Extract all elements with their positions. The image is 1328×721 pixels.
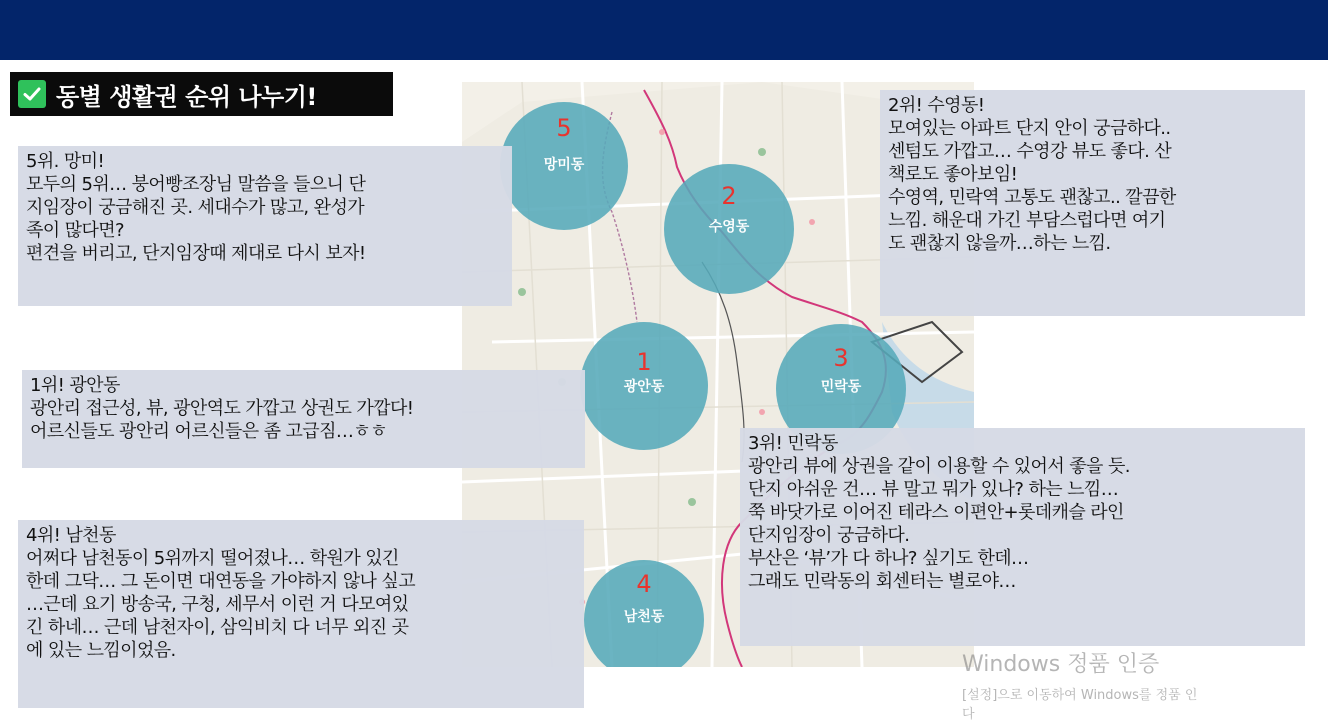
note-heading: 3위! 민락동 [748,433,838,454]
rank-number: 4 [636,570,652,598]
note-line: 편견을 버리고, 단지임장때 제대로 다시 보자! [26,243,366,264]
watermark-subtitle: [설정]으로 이동하여 Windows를 정품 인 [962,688,1198,703]
note-line: 쭉 바닷가로 이어진 테라스 이편안+롯데캐슬 라인 [748,502,1124,523]
watermark-title: Windows 정품 인증 [962,652,1160,677]
note-line: 광안리 접근성, 뷰, 광안역도 가깝고 상권도 가깝다! [30,398,414,419]
rank-number: 2 [721,182,737,210]
district-circle-gwangan [580,322,708,450]
note-heading: 4위! 남천동 [26,525,116,546]
note-line: 책로도 좋아보임! [888,164,1018,185]
note-line: 지임장이 궁금해진 곳. 세대수가 많고, 완성가 [26,197,365,218]
district-label: 광안동 [623,379,665,395]
rank-number: 5 [556,114,572,142]
note-line: 긴 하네… 근데 남천자이, 삼익비치 다 너무 외진 곳 [26,617,409,638]
note-namcheon [18,520,584,708]
note-line: 모여있는 아파트 단지 안이 궁금하다.. [888,118,1171,139]
note-line: 단지 아쉬운 건… 뷰 말고 뭐가 있나? 하는 느낌… [748,479,1119,500]
district-circle-mangmi [500,102,628,230]
rank-number: 3 [833,344,849,372]
note-mangmi [18,146,512,306]
note-line: 광안리 뷰에 상권을 같이 이용할 수 있어서 좋을 듯. [748,456,1130,477]
checkbox-icon [18,80,46,108]
note-line: 단지임장이 궁금하다. [748,525,910,546]
note-minrak [740,428,1305,646]
note-line: 느낌. 해운대 가긴 부담스럽다면 여기 [888,210,1166,231]
note-line: 에 있는 느낌이었음. [26,640,176,661]
windows-activation-watermark [962,647,1197,721]
note-line: 모두의 5위… 붕어빵조장님 말씀을 들으니 단 [26,174,366,195]
note-line: 도 괜찮지 않을까…하는 느낌. [888,233,1111,254]
watermark-subtitle-tail: 다 [962,707,975,721]
district-circle-suyeong [664,164,794,294]
note-gwangan [22,370,585,468]
note-heading: 5위. 망미! [26,151,105,172]
rank-number: 1 [636,348,652,376]
note-line: 어르신들도 광안리 어르신들은 좀 고급짐…ㅎㅎ [30,421,387,442]
header-bar [0,0,1328,60]
district-label: 망미동 [543,157,585,173]
district-label: 민락동 [820,379,862,395]
district-label: 수영동 [708,219,750,235]
note-heading: 2위! 수영동! [888,95,985,116]
note-suyeong [880,90,1305,316]
note-line: 부산은 ‘뷰’가 다 하나? 싶기도 한데… [748,548,1029,569]
note-heading: 1위! 광안동 [30,375,120,396]
note-line: 수영역, 민락역 고통도 괜찮고.. 깔끔한 [888,187,1176,208]
district-circle-namcheon [584,560,704,667]
district-label: 남천동 [623,609,665,625]
note-line: 센텀도 가깝고… 수영강 뷰도 좋다. 산 [888,141,1172,162]
note-line: 한데 그닥… 그 돈이면 대연동을 가야하지 않나 싶고 [26,571,416,592]
slide-title [10,72,393,116]
note-line: 그래도 민락동의 회센터는 별로야… [748,571,1016,592]
note-line: 어쩌다 남천동이 5위까지 떨어졌나… 학원가 있긴 [26,548,399,569]
title-text: 동별 생활권 순위 나누기! [56,82,317,111]
note-line: …근데 요기 방송국, 구청, 세무서 이런 거 다모여있 [26,594,409,615]
note-line: 족이 많다면? [26,220,125,241]
